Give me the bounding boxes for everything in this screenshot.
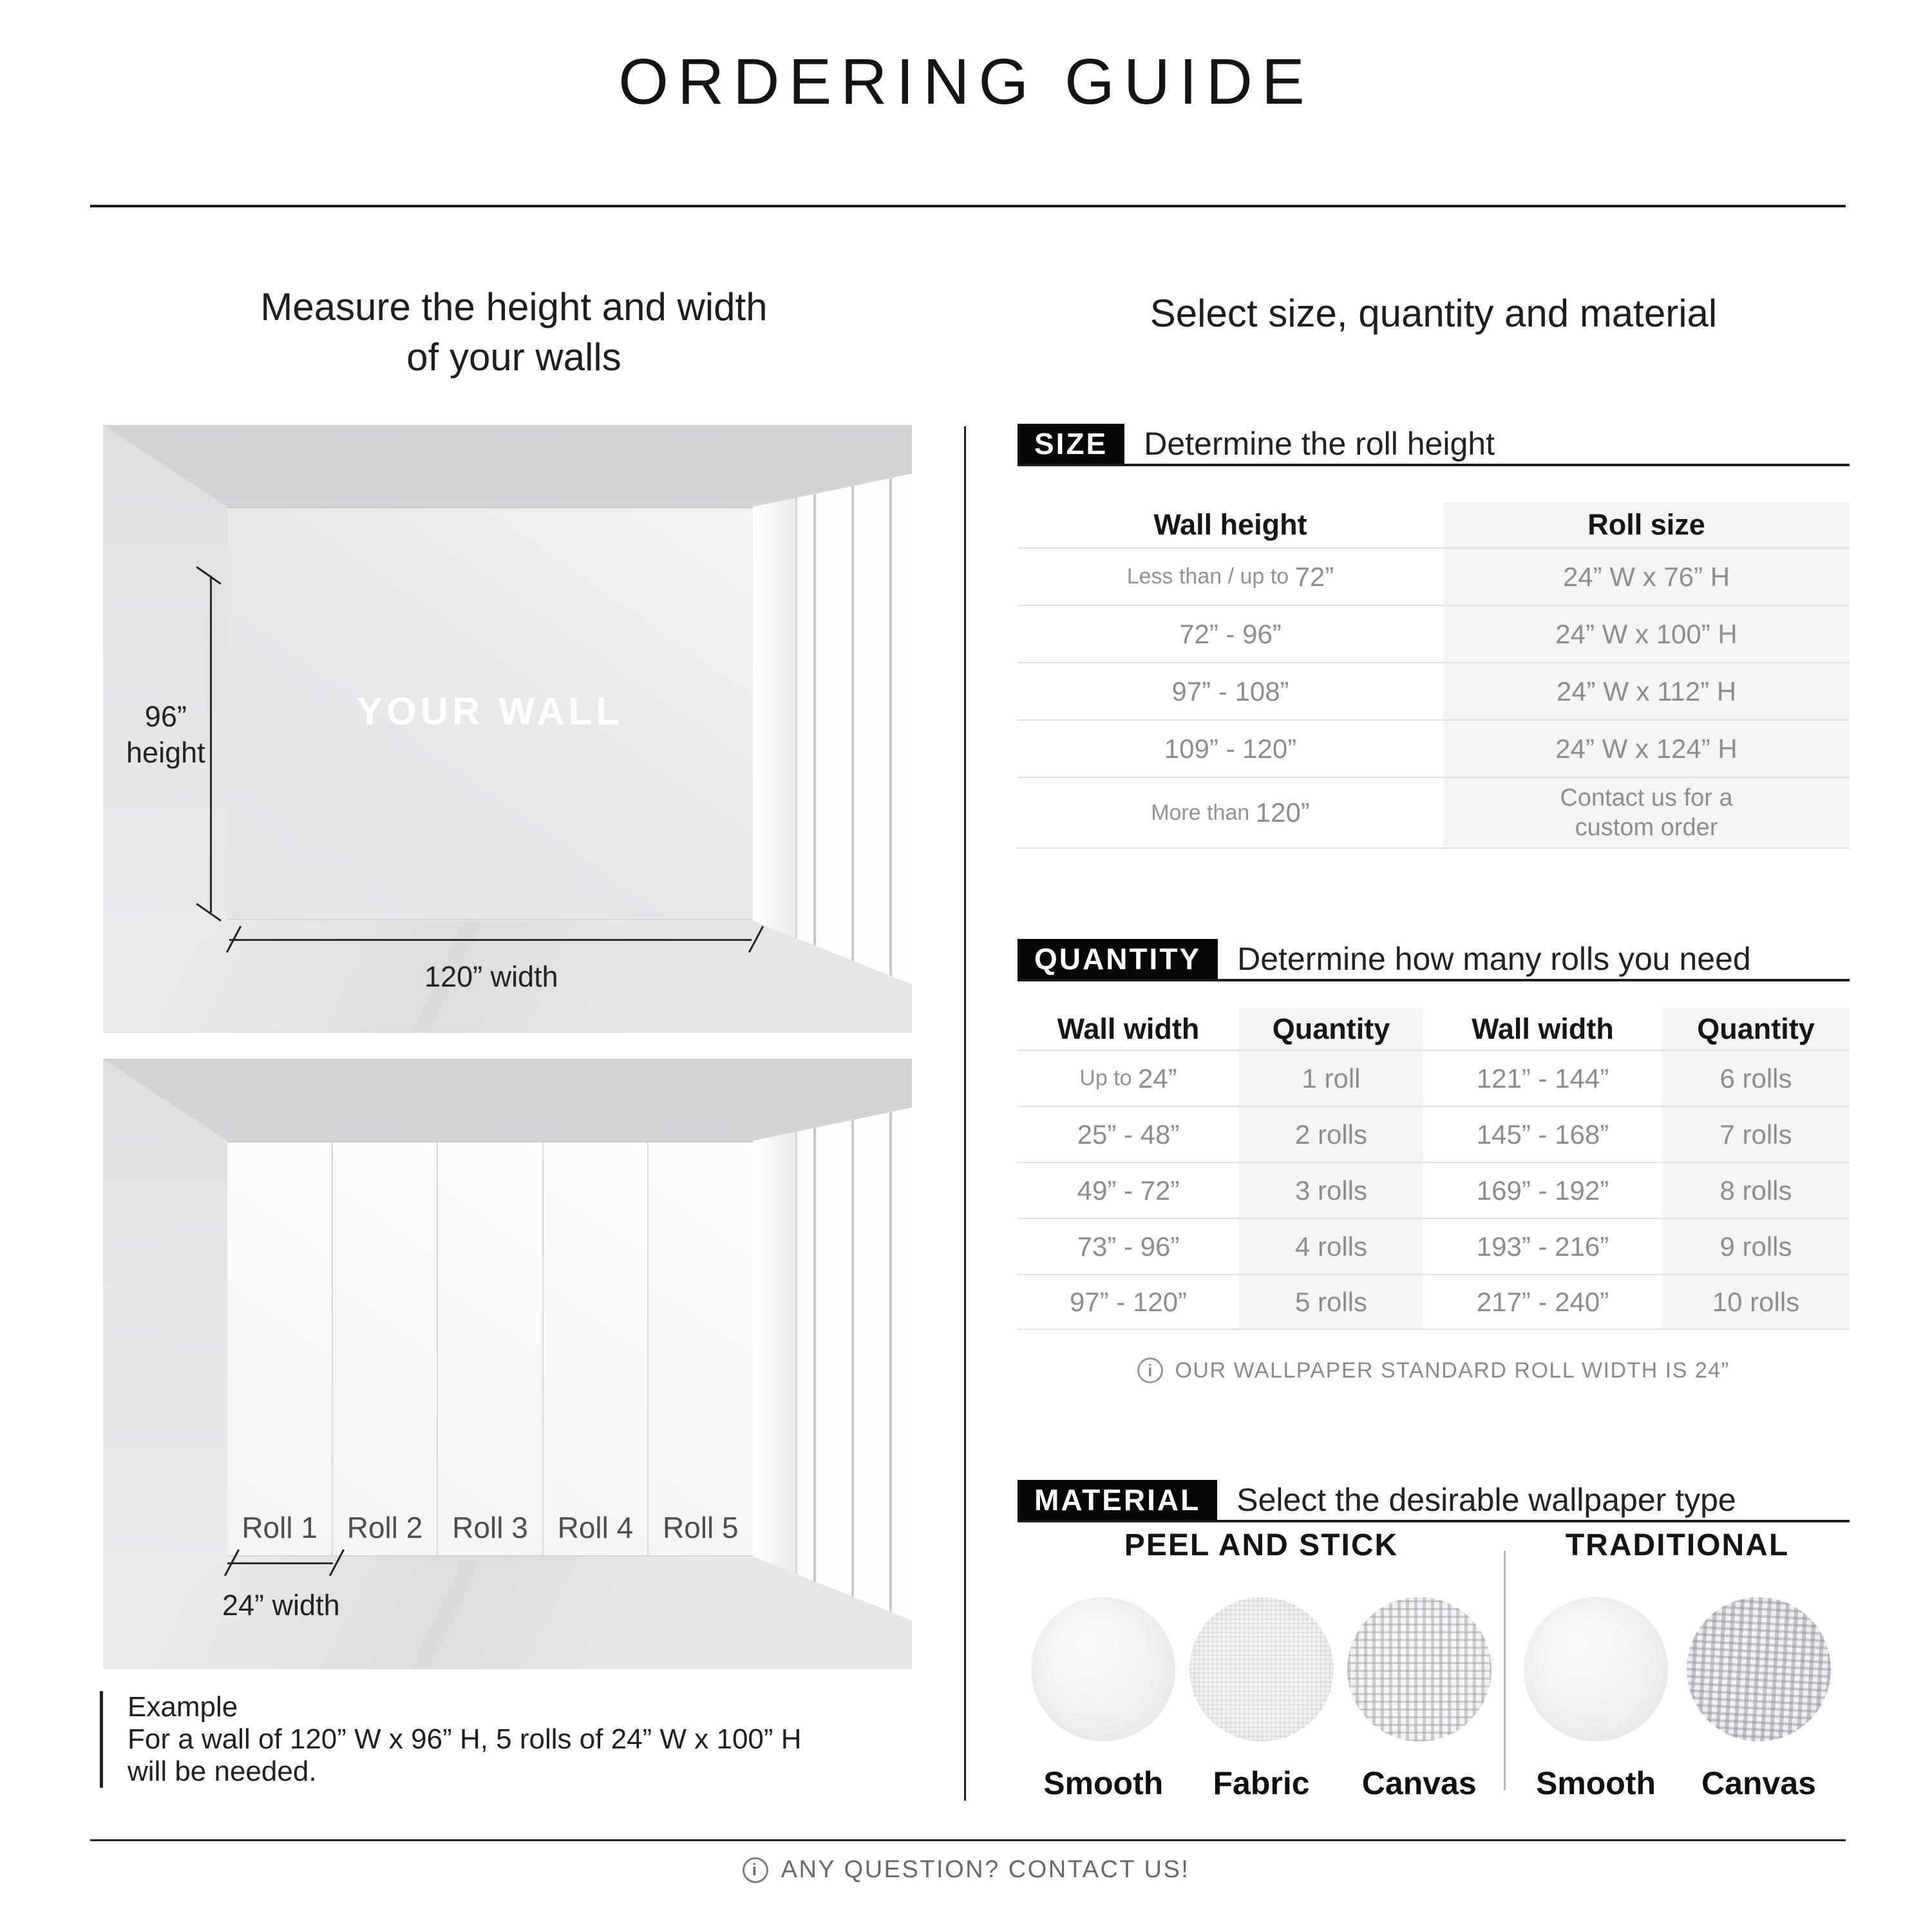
height-value: 96” (144, 699, 187, 733)
width-dimension-label: 120” width (424, 960, 558, 993)
quantity-col-header: Wall width (1472, 1012, 1614, 1045)
quantity-cell: 4 rolls (1239, 1218, 1423, 1274)
quantity-cell (1018, 1274, 1239, 1330)
swatch-label: Fabric (1213, 1765, 1310, 1801)
group-name: TRADITIONAL (1565, 1528, 1790, 1562)
quantity-section-header (1018, 939, 1850, 981)
roll-label: Roll 4 (557, 1510, 634, 1544)
roll-width-dimension-line (227, 1562, 332, 1564)
example-line1: For a wall of 120” W x 96” H, 5 rolls of 24” W x 100” H (128, 1723, 802, 1755)
window-mullion (889, 474, 892, 985)
info-icon: i (1137, 1358, 1163, 1383)
swatch-fabric (1189, 1597, 1334, 1802)
title-divider-line (90, 205, 1846, 207)
roll-panel (438, 1142, 543, 1555)
quantity-cell: 3 rolls (1239, 1162, 1423, 1218)
material-group-peel-and-stick (1018, 1528, 1505, 1802)
room-window (753, 1108, 912, 1620)
roll-panel (333, 1142, 438, 1555)
footer (0, 1856, 1932, 1884)
quantity-cell: 9 rolls (1662, 1218, 1850, 1274)
quantity-cell: 7 rolls (1662, 1106, 1850, 1162)
quantity-cell (1018, 1106, 1239, 1162)
left-heading-line2: of your walls (406, 336, 621, 379)
smooth-texture-icon (1031, 1597, 1175, 1741)
size-cell-wall (1018, 777, 1443, 849)
column-divider-line (964, 426, 966, 1801)
cell-line2: custom order (1575, 814, 1718, 841)
room-measure-illustration (103, 425, 912, 1033)
cell-value: 97” - 120” (1069, 1286, 1188, 1317)
size-cell-roll: 24” W x 100” H (1443, 605, 1850, 662)
quantity-cell: 217” - 240” (1423, 1274, 1662, 1330)
swatch-label: Canvas (1701, 1765, 1816, 1801)
cell-value: 72” - 96” (1179, 618, 1282, 649)
roll-label: Roll 1 (242, 1510, 317, 1544)
swatch-smooth (1031, 1597, 1175, 1802)
footer-text: ANY QUESTION? CONTACT US! (781, 1856, 1190, 1883)
quantity-col-header: Wall width (1057, 1012, 1200, 1045)
cell-value: 49” - 72” (1077, 1175, 1180, 1206)
example-line2: will be needed. (128, 1756, 317, 1787)
roll-label: Roll 5 (663, 1510, 739, 1544)
window-mullion (813, 474, 816, 985)
material-section-title: Select the desirable wallpaper type (1236, 1482, 1736, 1518)
swatch-canvas (1687, 1597, 1831, 1802)
swatch-row (1018, 1597, 1505, 1802)
cell-value: 120” (1255, 797, 1310, 828)
roll-width-note (1018, 1358, 1850, 1383)
size-col-header: Wall height (1153, 508, 1307, 541)
cell-prefix: Less than / up to (1126, 564, 1295, 589)
smooth-texture-icon (1524, 1597, 1668, 1741)
size-section-title: Determine the roll height (1144, 426, 1495, 462)
height-word: height (126, 735, 205, 769)
quantity-cell: 6 rolls (1662, 1050, 1850, 1106)
material-section-header (1018, 1480, 1850, 1522)
size-col-header: Roll size (1443, 502, 1850, 547)
quantity-table (1018, 1009, 1850, 1330)
size-section-header (1018, 424, 1850, 466)
window-mullion (813, 1108, 816, 1620)
swatch-label: Canvas (1361, 1765, 1477, 1801)
window-jamb (753, 474, 798, 985)
material-badge: MATERIAL (1018, 1480, 1217, 1520)
example-heading: Example (128, 1691, 238, 1723)
quantity-col-header: Quantity (1239, 1009, 1423, 1050)
swatch-label: Smooth (1043, 1765, 1164, 1801)
swatch-label: Smooth (1535, 1765, 1656, 1801)
window-mullion (851, 1108, 854, 1620)
size-badge: SIZE (1018, 424, 1124, 464)
quantity-col-header: Quantity (1662, 1009, 1850, 1050)
example-block (100, 1691, 918, 1788)
size-table (1018, 502, 1850, 849)
room-back-wall-rolls (227, 1141, 752, 1557)
material-group-traditional (1505, 1528, 1850, 1802)
height-dimension-label (119, 699, 212, 771)
room-rolls-illustration (103, 1059, 912, 1669)
roll-panel (544, 1142, 649, 1555)
size-cell-wall (1018, 547, 1443, 605)
cell-value: 73” - 96” (1077, 1231, 1180, 1262)
quantity-cell: 193” - 216” (1423, 1218, 1662, 1274)
roll-label: Roll 3 (452, 1510, 528, 1544)
quantity-cell: 10 rolls (1662, 1274, 1850, 1330)
quantity-cell: 2 rolls (1239, 1106, 1423, 1162)
window-mullion (851, 474, 854, 985)
your-wall-label: YOUR WALL (357, 690, 623, 734)
size-cell-roll: 24” W x 112” H (1443, 662, 1850, 719)
size-cell-wall (1018, 719, 1443, 777)
roll-width-dimension-label: 24” width (222, 1588, 340, 1622)
window-jamb (753, 1108, 798, 1620)
quantity-badge: QUANTITY (1018, 939, 1218, 979)
cell-prefix: More than (1151, 800, 1256, 825)
window-mullion (889, 1108, 892, 1620)
swatch-canvas (1347, 1597, 1492, 1802)
left-heading-line1: Measure the height and width (260, 285, 768, 328)
note-text: OUR WALLPAPER STANDARD ROLL WIDTH IS 24” (1175, 1358, 1730, 1383)
quantity-cell: 169” - 192” (1423, 1162, 1662, 1218)
cell-value: 24” (1138, 1063, 1177, 1094)
swatch-row (1505, 1597, 1850, 1802)
cell-value: 72” (1294, 561, 1334, 592)
roll-label: Roll 2 (346, 1510, 423, 1544)
quantity-cell: 1 roll (1239, 1050, 1423, 1106)
right-column-heading: Select size, quantity and material (1150, 292, 1718, 335)
room-window (753, 474, 912, 985)
cell-value: 109” - 120” (1164, 733, 1297, 764)
cell-value: 25” - 48” (1077, 1119, 1180, 1150)
quantity-section-title: Determine how many rolls you need (1237, 941, 1751, 977)
quantity-cell: 145” - 168” (1423, 1106, 1662, 1162)
roll-panel (227, 1142, 332, 1555)
canvas-texture-icon (1347, 1597, 1492, 1741)
size-cell-roll: 24” W x 76” H (1443, 547, 1850, 605)
size-cell-roll: 24” W x 124” H (1443, 719, 1850, 777)
width-dimension-line (229, 939, 752, 941)
swatch-smooth (1524, 1597, 1668, 1802)
footer-divider-line (90, 1839, 1846, 1841)
group-name: PEEL AND STICK (1124, 1528, 1399, 1562)
material-groups (1018, 1528, 1850, 1811)
quantity-cell (1018, 1162, 1239, 1218)
page-title: ORDERING GUIDE (618, 46, 1314, 118)
left-column-heading (90, 282, 938, 383)
quantity-cell (1018, 1050, 1239, 1106)
cell-value: 97” - 108” (1171, 676, 1289, 706)
size-cell-roll (1443, 777, 1850, 849)
cell-prefix: Up to (1079, 1066, 1138, 1090)
quantity-cell: 8 rolls (1662, 1162, 1850, 1218)
canvas-texture-icon (1687, 1597, 1831, 1741)
size-cell-wall (1018, 605, 1443, 662)
quantity-cell (1018, 1218, 1239, 1274)
cell-line1: Contact us for a (1560, 784, 1733, 811)
info-icon: i (743, 1857, 768, 1883)
room-back-wall (227, 507, 752, 920)
quantity-cell: 5 rolls (1239, 1274, 1423, 1330)
roll-panel (649, 1142, 752, 1555)
fabric-texture-icon (1189, 1597, 1334, 1741)
quantity-cell: 121” - 144” (1423, 1050, 1662, 1106)
size-cell-wall (1018, 662, 1443, 719)
